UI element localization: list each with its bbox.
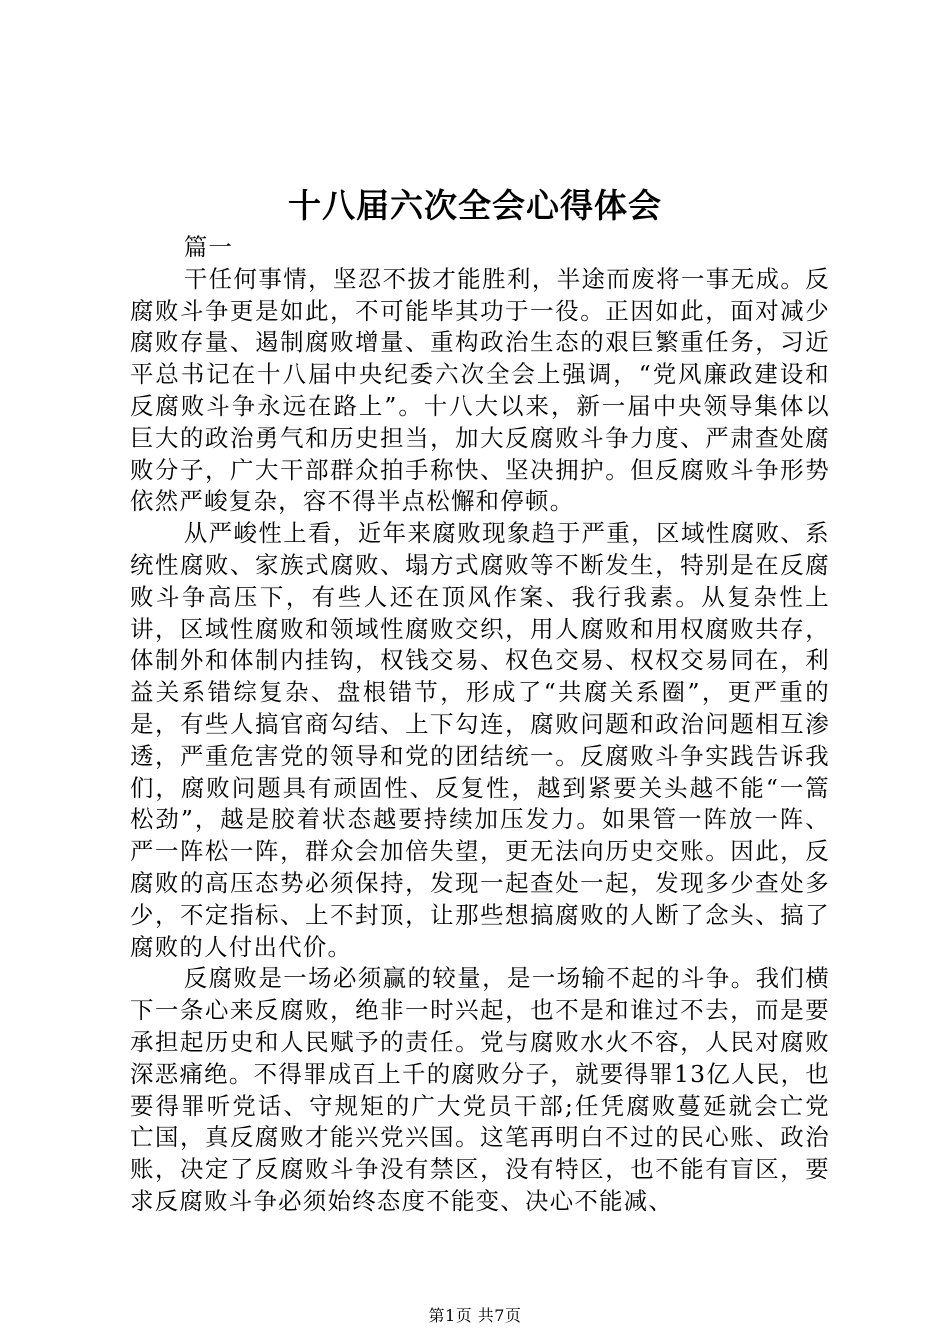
- section-label: 篇一: [183, 233, 234, 261]
- paragraph-3: 反腐败是一场必须赢的较量，是一场输不起的斗争。我们横下一条心来反腐败，绝非一时兴起，也不是和谁过不去，而是要承担起历史和人民赋予的责任。党与腐败水火不容，人民对腐败深恶痛绝。不得罪成百上千的腐败分子，就要得罪13亿人民，也要得罪听党话、守规矩的广大党员干部;任凭腐败蔓延就会亡党亡国，真反腐败才能兴党兴国。这笔再明白不过的民心账、政治账，决定了反腐败斗争没有禁区，没有特区，也不能有盲区，要求反腐败斗争必须始终态度不能变、决心不能减、: [130, 964, 830, 1215]
- document-title: 十八届六次全会心得体会: [288, 186, 662, 225]
- paragraph-1: 干任何事情，坚忍不拔才能胜利，半途而废将一事无成。反腐败斗争更是如此，不可能毕其功于一役。正因如此，面对减少腐败存量、遏制腐败增量、重构政治生态的艰巨繁重任务，习近平总书记在十八届中央纪委六次全会上强调，“党风廉政建设和反腐败斗争永远在路上”。十八大以来，新一届中央领导集体以巨大的政治勇气和历史担当，加大反腐败斗争力度、严肃查处腐败分子，广大干部群众拍手称快、坚决拥护。但反腐败斗争形势依然严峻复杂，容不得半点松懈和停顿。: [130, 264, 830, 516]
- document-body: [130, 232, 830, 1218]
- page-footer: 第1页 共7页: [428, 1306, 522, 1325]
- paragraph-2: 从严峻性上看，近年来腐败现象趋于严重，区域性腐败、系统性腐败、家族式腐败、塌方式腐败等不断发生，特别是在反腐败斗争高压下，有些人还在顶风作案、我行我素。从复杂性上讲，区域性腐败和领域性腐败交织，用人腐败和用权腐败共存，体制外和体制内挂钩，权钱交易、权色交易、权权交易同在，利益关系错综复杂、盘根错节，形成了“共腐关系圈”，更严重的是，有些人搞官商勾结、上下勾连，腐败问题和政治问题相互渗透，严重危害党的领导和党的团结统一。反腐败斗争实践告诉我们，腐败问题具有顽固性、反复性，越到紧要关头越不能“一篙松劲”，越是胶着状态越要持续加压发力。如果管一阵放一阵、严一阵松一阵，群众会加倍失望，更无法向历史交账。因此，反腐败的高压态势必须保持，发现一起查处一起，发现多少查处多少，不定指标、上不封顶，让那些想搞腐败的人断了念头、搞了腐败的人付出代价。: [130, 519, 830, 961]
